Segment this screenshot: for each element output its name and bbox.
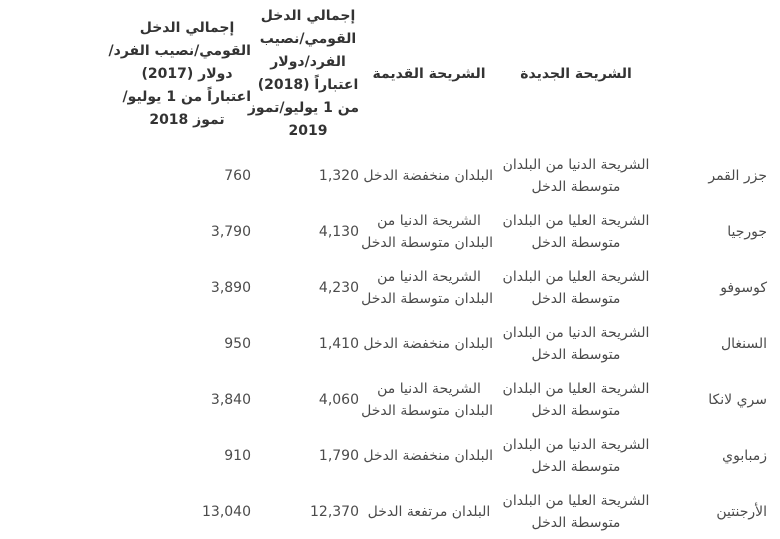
text-line: البلدان متوسطة الدخل xyxy=(361,235,493,251)
new-tier-column-header: الشريحة الجديدة xyxy=(520,65,632,82)
gni-2018-cell: 4,060 xyxy=(318,392,359,408)
text-line: الشريحة العليا من البلدان xyxy=(502,381,650,397)
text-line: الشريحة الدنيا من البلدان xyxy=(502,437,650,453)
gni-2018-cell: 4,130 xyxy=(318,224,359,240)
table-row-zimbabwe xyxy=(120,428,770,484)
new-tier-cell xyxy=(496,148,656,204)
gni-2017-column-header xyxy=(108,0,254,148)
table-row-georgia xyxy=(120,204,770,260)
text-line: متوسطة الدخل xyxy=(531,459,621,475)
text-line: البلدان متوسطة الدخل xyxy=(361,403,493,419)
gni-2018-cell: 12,370 xyxy=(310,504,359,520)
text-line: البلدان منخفضة الدخل xyxy=(363,448,493,464)
text-line: متوسطة الدخل xyxy=(531,179,621,195)
table-row-comoros xyxy=(120,148,770,204)
country-cell: جورجيا xyxy=(727,224,767,240)
country-cell: جزر القمر xyxy=(708,168,767,184)
text-line: متوسطة الدخل xyxy=(531,235,621,251)
table-row-kosovo xyxy=(120,260,770,316)
country-cell: كوسوفو xyxy=(720,280,767,296)
header-row xyxy=(120,0,770,148)
new-tier-cell xyxy=(496,316,656,372)
old-tier-cell xyxy=(362,260,496,316)
text-line: الشريحة الدنيا من xyxy=(377,381,481,397)
text-line: القومي/نصيب xyxy=(259,31,357,47)
country-column-header xyxy=(656,0,770,148)
text-line: إجمالي الدخل xyxy=(260,8,356,24)
text-line: 2019 xyxy=(288,123,328,139)
old-tier-column-header: الشريحة القديمة xyxy=(372,65,486,82)
country-cell: السنغال xyxy=(720,336,767,352)
text-line: القومي/نصيب الفرد/ xyxy=(108,42,251,59)
new-tier-cell xyxy=(496,428,656,484)
income-classification-table xyxy=(108,0,770,539)
old-tier-cell xyxy=(362,372,496,428)
text-line: الشريحة الدنيا من البلدان xyxy=(502,157,650,173)
text-line: الشريحة العليا من البلدان xyxy=(502,493,650,509)
old-tier-cell xyxy=(362,148,496,204)
text-line: اعتباراً (2018) xyxy=(257,77,359,93)
country-cell: سري لانكا xyxy=(708,392,767,408)
text-line: تموز 2018 xyxy=(149,111,225,128)
old-tier-cell xyxy=(362,316,496,372)
gni-2018-column-header xyxy=(247,0,362,148)
country-cell: الأرجنتين xyxy=(716,504,767,520)
text-line: اعتباراً من 1 يوليو/ xyxy=(122,88,251,105)
gni-2017-cell: 3,790 xyxy=(210,224,251,240)
text-line: الفرد/دولار xyxy=(270,54,346,70)
gni-2018-cell: 1,410 xyxy=(318,336,359,352)
text-line: الشريحة العليا من البلدان xyxy=(502,269,650,285)
text-line: متوسطة الدخل xyxy=(531,291,621,307)
new-tier-cell xyxy=(496,372,656,428)
text-line: متوسطة الدخل xyxy=(531,347,621,363)
gni-2018-cell: 1,320 xyxy=(318,168,359,184)
text-line: دولار (2017) xyxy=(141,65,233,82)
text-line: متوسطة الدخل xyxy=(531,403,621,419)
new-tier-cell xyxy=(496,204,656,260)
text-line: إجمالي الدخل xyxy=(139,19,235,36)
text-line: البلدان متوسطة الدخل xyxy=(361,291,493,307)
country-cell: زمبابوي xyxy=(722,448,767,464)
gni-2017-cell: 760 xyxy=(224,168,251,184)
text-line: من 1 يوليو/تموز xyxy=(247,100,359,116)
table-row-senegal xyxy=(120,316,770,372)
text-line: متوسطة الدخل xyxy=(531,515,621,531)
text-line: الشريحة العليا من البلدان xyxy=(502,213,650,229)
text-line: البلدان منخفضة الدخل xyxy=(363,336,493,352)
gni-2017-cell: 3,890 xyxy=(210,280,251,296)
gni-2017-cell: 13,040 xyxy=(202,504,251,520)
gni-2017-cell: 3,840 xyxy=(210,392,251,408)
gni-2018-cell: 1,790 xyxy=(318,448,359,464)
gni-2017-cell: 950 xyxy=(224,336,251,352)
old-tier-cell xyxy=(362,428,496,484)
text-line: الشريحة الدنيا من xyxy=(377,269,481,285)
text-line: البلدان مرتفعة الدخل xyxy=(367,504,491,520)
gni-2018-cell: 4,230 xyxy=(318,280,359,296)
text-line: الشريحة الدنيا من البلدان xyxy=(502,325,650,341)
new-tier-cell xyxy=(496,260,656,316)
gni-2017-cell: 910 xyxy=(224,448,251,464)
old-tier-cell xyxy=(362,204,496,260)
old-tier-cell xyxy=(362,484,496,539)
text-line: البلدان منخفضة الدخل xyxy=(363,168,493,184)
new-tier-cell xyxy=(496,484,656,539)
table-row-sri-lanka xyxy=(120,372,770,428)
table-row-argentina xyxy=(120,484,770,539)
text-line: الشريحة الدنيا من xyxy=(377,213,481,229)
